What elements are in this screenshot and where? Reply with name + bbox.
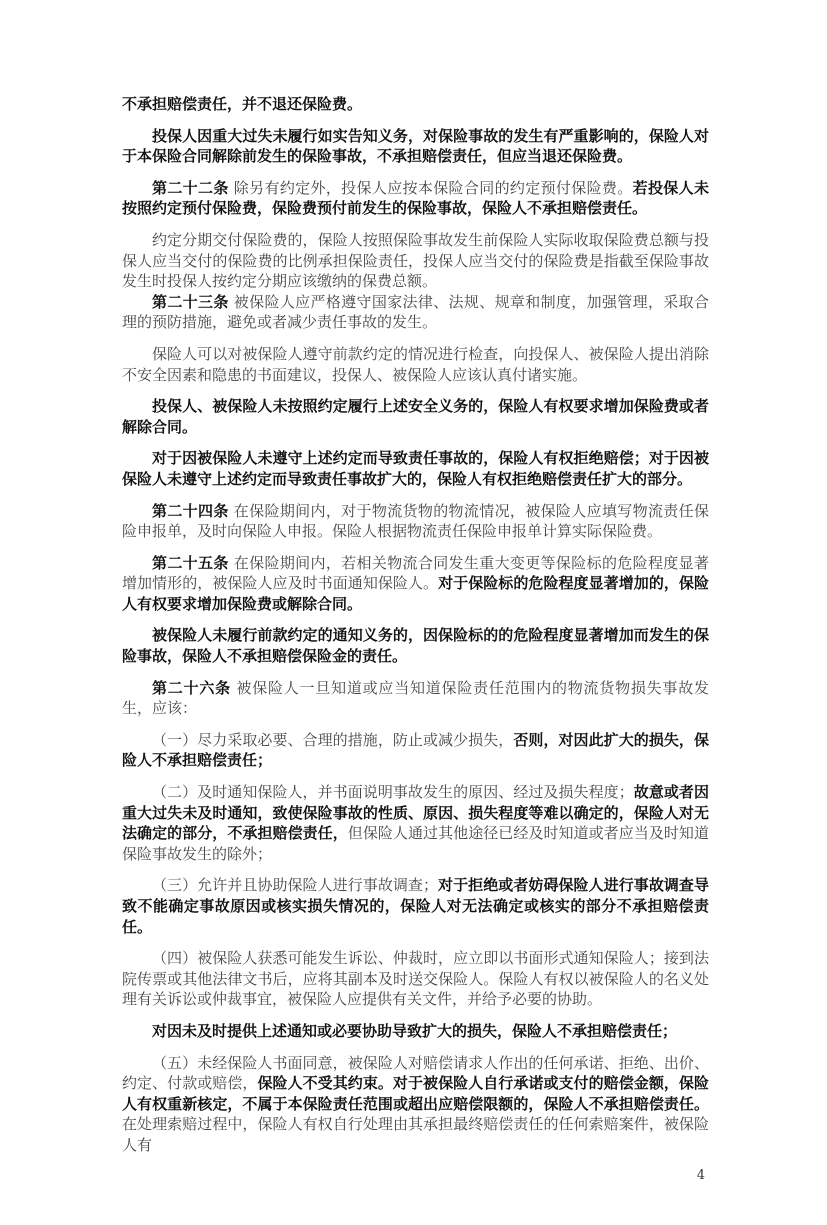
paragraph: [122, 730, 709, 771]
text-segment: （五）未经保险人书面同意，被保险人对赔偿请求人作出的任何承诺、拒绝、出价、约定、付款或赔偿，: [122, 1053, 709, 1093]
paragraph: [122, 292, 709, 333]
text-segment: 在保险期间内，对于物流货物的物流情况，被保险人应填写物流责任保险申报单，及时向保险人申报。保险人根据物流责任保险申报单计算实际保险费。: [122, 501, 709, 541]
bold-text-segment: 投保人因重大过失未履行如实告知义务，对保险事故的发生有严重影响的，保险人对于本保险合同解除前发生的保险事故，不承担赔偿责任，但应当退还保险费。: [122, 126, 709, 166]
paragraph: [122, 230, 709, 292]
bold-text-segment: 对于因被保险人未遵守上述约定而导致责任事故的，保险人有权拒绝赔偿；对于因被保险人未遵守上述约定而导致责任事故扩大的，保险人有权拒绝赔偿责任扩大的部分。: [122, 449, 709, 488]
bold-text-segment: 第二十三条: [152, 292, 229, 311]
bold-text-segment: 第二十五条: [152, 553, 229, 572]
paragraph: [122, 178, 709, 219]
document-body: [122, 94, 709, 1156]
text-segment: 在保险期间内，若相关物流合同发生重大变更等保险标的危险程度显著增加情形的，被保险人应及时书面通知保险人。: [122, 553, 709, 593]
paragraph: [122, 625, 709, 666]
bold-text-segment: 保险人不受其约束。对于被保险人自行承诺或支付的赔偿金额，保险人有权重新核定，不属于本保险责任范围或超出应赔偿限额的，保险人不承担赔偿责任。: [122, 1074, 709, 1113]
text-segment: （一）尽力采取必要、合理的措施，防止或减少损失，: [152, 730, 514, 749]
bold-text-segment: 若投保人未按照约定预付保险费，保险费预付前发生的保险事故，保险人不承担赔偿责任。: [122, 178, 709, 218]
bold-text-segment: 否则，对因此扩大的损失，保险人不承担赔偿责任；: [122, 730, 709, 770]
text-segment: （二）及时通知保险人，并书面说明事故发生的原因、经过及损失程度；: [152, 783, 634, 802]
paragraph: [122, 553, 709, 615]
paragraph: [122, 344, 709, 385]
bold-text-segment: 投保人、被保险人未按照约定履行上述安全义务的，保险人有权要求增加保险费或者解除合同。: [122, 397, 709, 436]
bold-text-segment: 对于拒绝或者妨碍保险人进行事故调查导致不能确定事故原因或核实损失情况的，保险人对无法确定或核实的部分不承担赔偿责任。: [122, 876, 709, 936]
bold-text-segment: 第二十二条: [152, 178, 229, 197]
paragraph: [122, 94, 709, 115]
paragraph: [122, 126, 709, 167]
text-segment: 除另有约定外，投保人应按本保险合同的约定预付保险费。: [228, 178, 633, 197]
paragraph: [122, 396, 709, 437]
text-segment: 但保险人通过其他途径已经及时知道或者应当及时知道保险事故发生的除外；: [122, 824, 709, 863]
text-segment: 约定分期交付保险费的，保险人按照保险事故发生前保险人实际收取保险费总额与投保人应当交付的保险费的比例承担保险责任，投保人应当交付的保险费是指截至保险事故发生时投保人按约定分期应该缴纳的保费总额。: [122, 230, 709, 291]
text-segment: （三）允许并且协助保险人进行事故调查；: [152, 876, 438, 895]
page: [122, 0, 709, 1225]
bold-text-segment: 对于保险标的危险程度显著增加的，保险人有权要求增加保险费或解除合同。: [122, 574, 709, 613]
bold-text-segment: 第二十六条: [152, 678, 231, 697]
paragraph: [122, 875, 709, 937]
paragraph: [122, 948, 709, 1010]
bold-text-segment: 被保险人未履行前款约定的通知义务的，因保险标的的危险程度显著增加而发生的保险事故，保险人不承担赔偿保险金的责任。: [122, 626, 709, 666]
paragraph: [122, 782, 709, 864]
text-segment: （四）被保险人获悉可能发生诉讼、仲裁时，应立即以书面形式通知保险人；接到法院传票或其他法律文书后，应将其副本及时送交保险人。保险人有权以被保险人的名义处理有关诉讼或仲裁事宜，被保险人应提供有关文件，并给予必要的协助。: [122, 949, 709, 1009]
paragraph: [122, 448, 709, 489]
page-number: 4: [696, 1167, 705, 1183]
bold-text-segment: 故意或者因重大过失未及时通知，致使保险事故的性质、原因、损失程度等难以确定的，保险人对无法确定的部分，不承担赔偿责任，: [122, 783, 709, 843]
paragraph: [122, 1021, 709, 1042]
text-segment: 被保险人应严格遵守国家法律、法规、规章和制度，加强管理，采取合理的预防措施，避免或者减少责任事故的发生。: [122, 292, 709, 332]
text-segment: 保险人可以对被保险人遵守前款约定的情况进行检查，向投保人、被保险人提出消除不安全因素和隐患的书面建议，投保人、被保险人应该认真付诸实施。: [122, 344, 709, 384]
bold-text-segment: 对因未及时提供上述通知或必要协助导致扩大的损失，保险人不承担赔偿责任；: [152, 1021, 678, 1040]
bold-text-segment: 第二十四条: [152, 501, 229, 520]
text-segment: 被保险人一旦知道或应当知道保险责任范围内的物流货物损失事故发生，应该：: [122, 678, 709, 718]
paragraph: [122, 501, 709, 542]
paragraph: [122, 678, 709, 719]
text-segment: 在处理索赔过程中，保险人有权自行处理由其承担最终赔偿责任的任何索赔案件，被保险人有: [122, 1115, 709, 1154]
paragraph: [122, 1053, 709, 1156]
bold-text-segment: 不承担赔偿责任，并不退还保险费。: [122, 95, 363, 113]
